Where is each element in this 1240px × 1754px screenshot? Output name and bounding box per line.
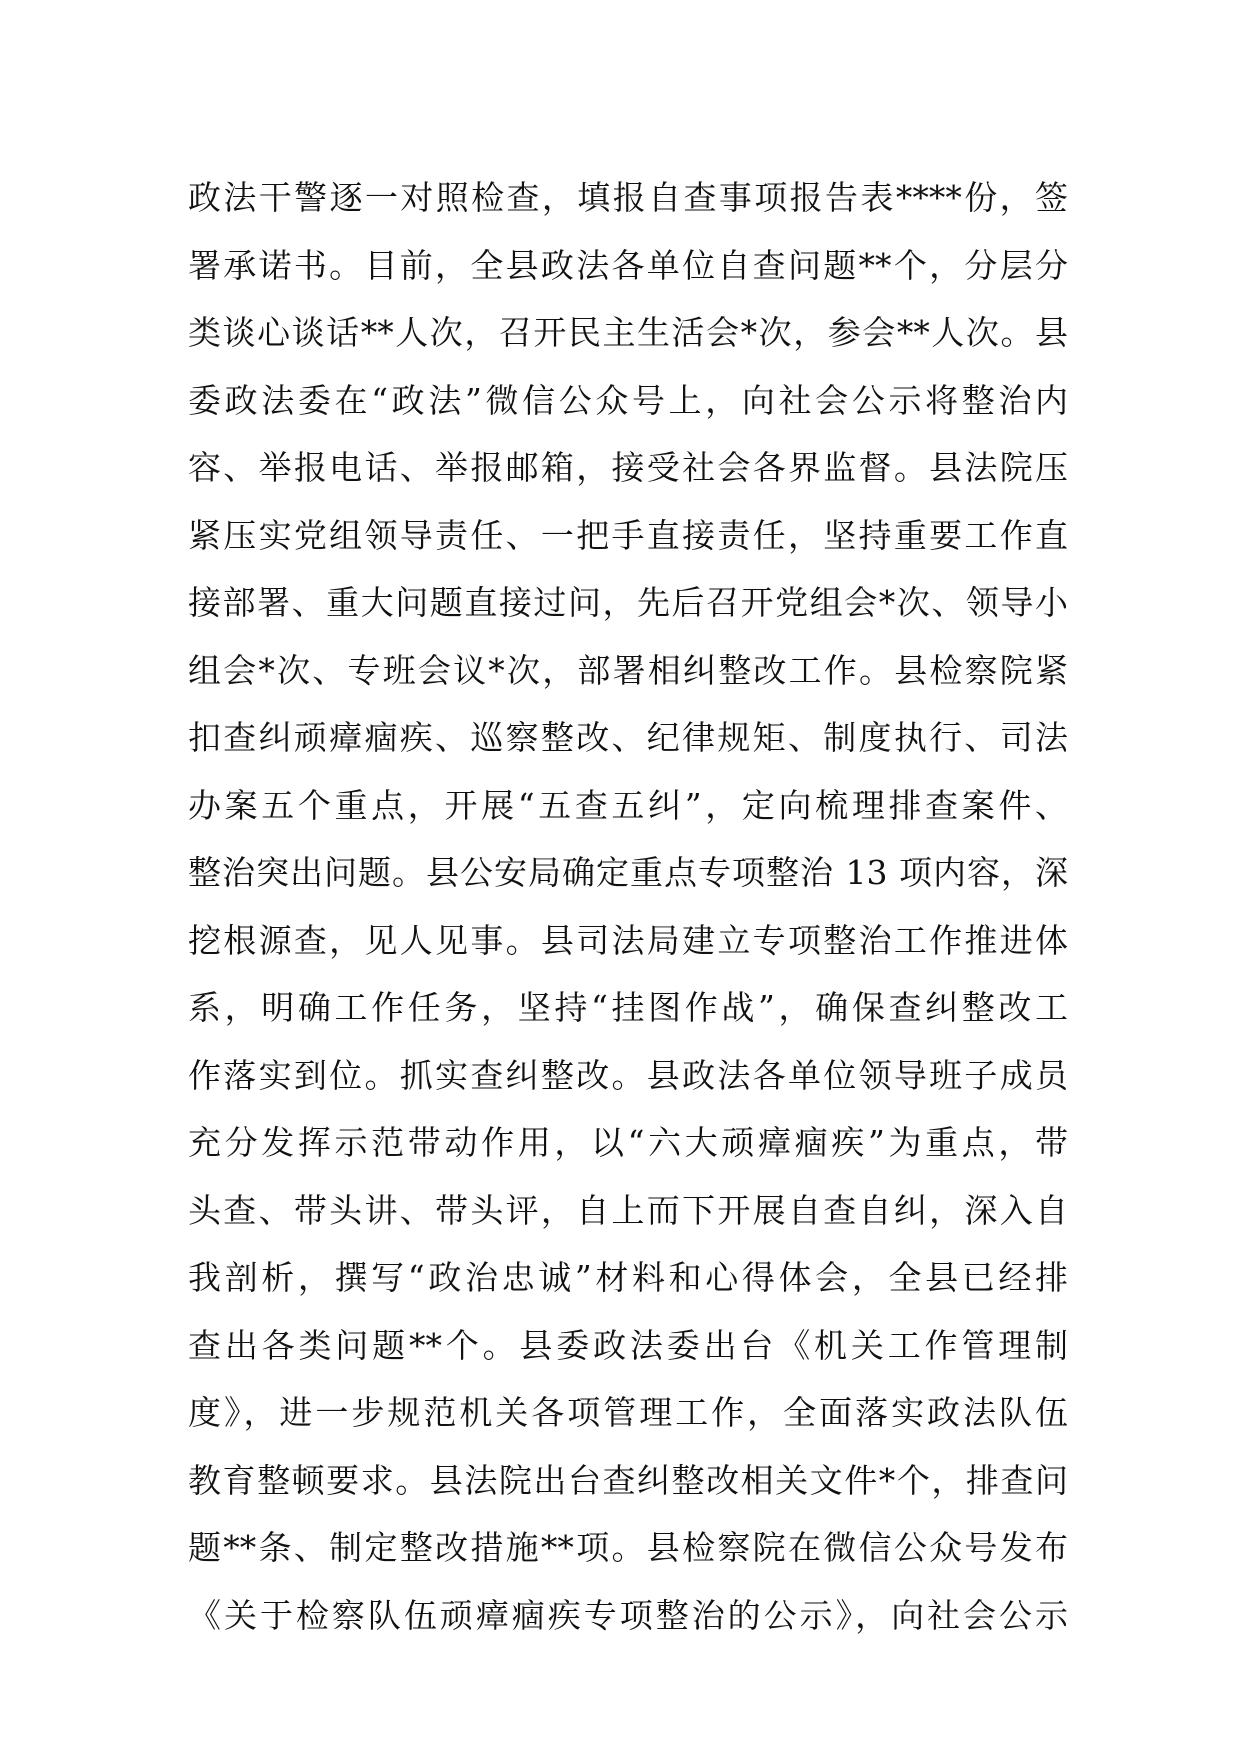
text-line: 容、举报电话、举报邮箱，接受社会各界监督。县法院压 bbox=[188, 448, 1068, 487]
text-line: 整治突出问题。县公安局确定重点专项整治 13 项内容，深 bbox=[188, 853, 1068, 892]
text-line: 组会*次、专班会议*次，部署相纠整改工作。县检察院紧 bbox=[188, 650, 1068, 690]
text-line: 署承诺书。目前，全县政法各单位自查问题**个，分层分 bbox=[188, 245, 1068, 285]
text-line: 扣查纠顽瘴痼疾、巡察整改、纪律规矩、制度执行、司法 bbox=[188, 718, 1068, 757]
text-line: 教育整顿要求。县法院出台查纠整改相关文件*个，排查问 bbox=[188, 1460, 1068, 1500]
text-line: 充分发挥示范带动作用，以“六大顽瘴痼疾”为重点，带 bbox=[188, 1123, 1068, 1162]
text-line: 头查、带头讲、带头评，自上而下开展自查自纠，深入自 bbox=[188, 1190, 1068, 1230]
text-line: 度》，进一步规范机关各项管理工作，全面落实政法队伍 bbox=[188, 1393, 1068, 1432]
text-line: 委政法委在“政法”微信公众号上，向社会公示将整治内 bbox=[188, 380, 1068, 420]
text-line: 办案五个重点，开展“五查五纠”，定向梳理排查案件、 bbox=[188, 785, 1068, 825]
text-line: 《关于检察队伍顽瘴痼疾专项整治的公示》，向社会公示 bbox=[188, 1595, 1068, 1635]
text-line: 接部署、重大问题直接过问，先后召开党组会*次、领导小 bbox=[188, 583, 1068, 622]
text-line: 紧压实党组领导责任、一把手直接责任，坚持重要工作直 bbox=[188, 515, 1068, 555]
text-line: 题**条、制定整改措施**项。县检察院在微信公众号发布 bbox=[188, 1528, 1068, 1567]
text-line: 系，明确工作任务，坚持“挂图作战”，确保查纠整改工 bbox=[188, 988, 1068, 1027]
text-line: 查出各类问题**个。县委政法委出台《机关工作管理制 bbox=[188, 1325, 1068, 1365]
text-line: 挖根源查，见人见事。县司法局建立专项整治工作推进体 bbox=[188, 920, 1068, 960]
body-text bbox=[188, 164, 1068, 1649]
text-line: 类谈心谈话**人次，召开民主生活会*次，参会**人次。县 bbox=[188, 313, 1068, 352]
text-line: 我剖析，撰写“政治忠诚”材料和心得体会，全县已经排 bbox=[188, 1258, 1068, 1297]
text-line: 作落实到位。抓实查纠整改。县政法各单位领导班子成员 bbox=[188, 1055, 1068, 1095]
text-line: 政法干警逐一对照检查，填报自查事项报告表****份，签 bbox=[188, 178, 1068, 217]
